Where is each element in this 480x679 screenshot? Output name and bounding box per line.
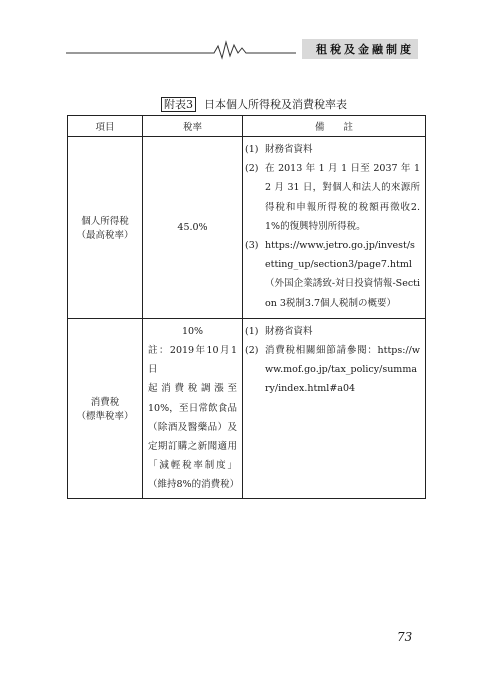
table-title: 日本個人所得稅及消費稅率表 xyxy=(204,98,347,111)
note-text: 財務省資料 xyxy=(265,325,313,337)
table-label: 附表3 xyxy=(161,97,196,112)
item-cell xyxy=(68,137,143,319)
note-number: (3) xyxy=(245,240,259,252)
item-name: 消費稅 xyxy=(90,397,120,409)
note-item xyxy=(244,140,420,159)
rate-cell xyxy=(143,318,243,498)
notes-cell xyxy=(243,318,426,498)
note-item xyxy=(244,159,420,236)
rate-value: 45.0% xyxy=(177,221,208,233)
column-header-rate: 稅率 xyxy=(143,116,243,137)
rate-note-line: 註：2019年10月1日 xyxy=(148,345,237,376)
note-item xyxy=(244,236,420,313)
note-number: (1) xyxy=(245,144,259,155)
note-text: 財務省資料 xyxy=(265,144,313,155)
rate-note-line: 「減輕稅率制度」 xyxy=(148,460,237,472)
notes-list xyxy=(244,320,424,403)
note-number: (2) xyxy=(245,345,259,357)
note-link-text: 消費稅相關細節請參閱：https://www.mof.go.jp/tax_policy/summary/index.html#a04 xyxy=(265,345,420,395)
table-caption xyxy=(161,96,347,112)
section-title: 租稅及金融制度 xyxy=(316,43,414,56)
column-header-item: 項目 xyxy=(68,116,143,137)
note-number: (1) xyxy=(245,325,259,337)
rate-note-line: 10%，至日常飲食品 xyxy=(148,402,237,414)
note-number: (2) xyxy=(245,163,259,175)
table-row-income-tax xyxy=(68,137,426,319)
column-header-notes: 備 註 xyxy=(243,116,426,137)
rate-note-line: （維持8%的消費稅） xyxy=(148,479,240,491)
table-row-consumption-tax xyxy=(68,318,426,498)
rate-note-line: 定期訂購之新聞適用 xyxy=(148,441,237,453)
rate-note-line: （除酒及醫藥品）及 xyxy=(148,421,237,433)
page-header xyxy=(66,38,418,60)
note-link-text: https://www.jetro.go.jp/invest/setting_up/section3/page7.html（外国企業誘致-対日投資情報-Section 3税制3.7個人税制の概要） xyxy=(265,240,420,309)
item-subtitle: （標準稅率） xyxy=(76,411,134,423)
notes-list xyxy=(244,138,424,317)
item-name: 個人所得稅 xyxy=(81,216,129,228)
note-item xyxy=(244,322,420,341)
rate-value: 10% xyxy=(181,325,204,337)
rate-note-line: 起 消 費 稅 調 漲 至 xyxy=(148,383,237,395)
note-text: 在 2013 年 1 月 1 日至 2037 年 12 月 31 日，對個人和法人的來源所得稅和申報所得稅的稅額再徵收2.1%的復興特別所得稅。 xyxy=(265,163,420,232)
page-number: 73 xyxy=(397,630,413,644)
note-item xyxy=(244,341,420,399)
item-cell xyxy=(68,318,143,498)
tax-rate-table xyxy=(67,115,426,499)
rate-text xyxy=(144,320,241,497)
header-row xyxy=(68,116,426,137)
item-subtitle: （最高稅率） xyxy=(76,230,134,242)
rate-cell xyxy=(143,137,243,319)
notes-cell xyxy=(243,137,426,319)
